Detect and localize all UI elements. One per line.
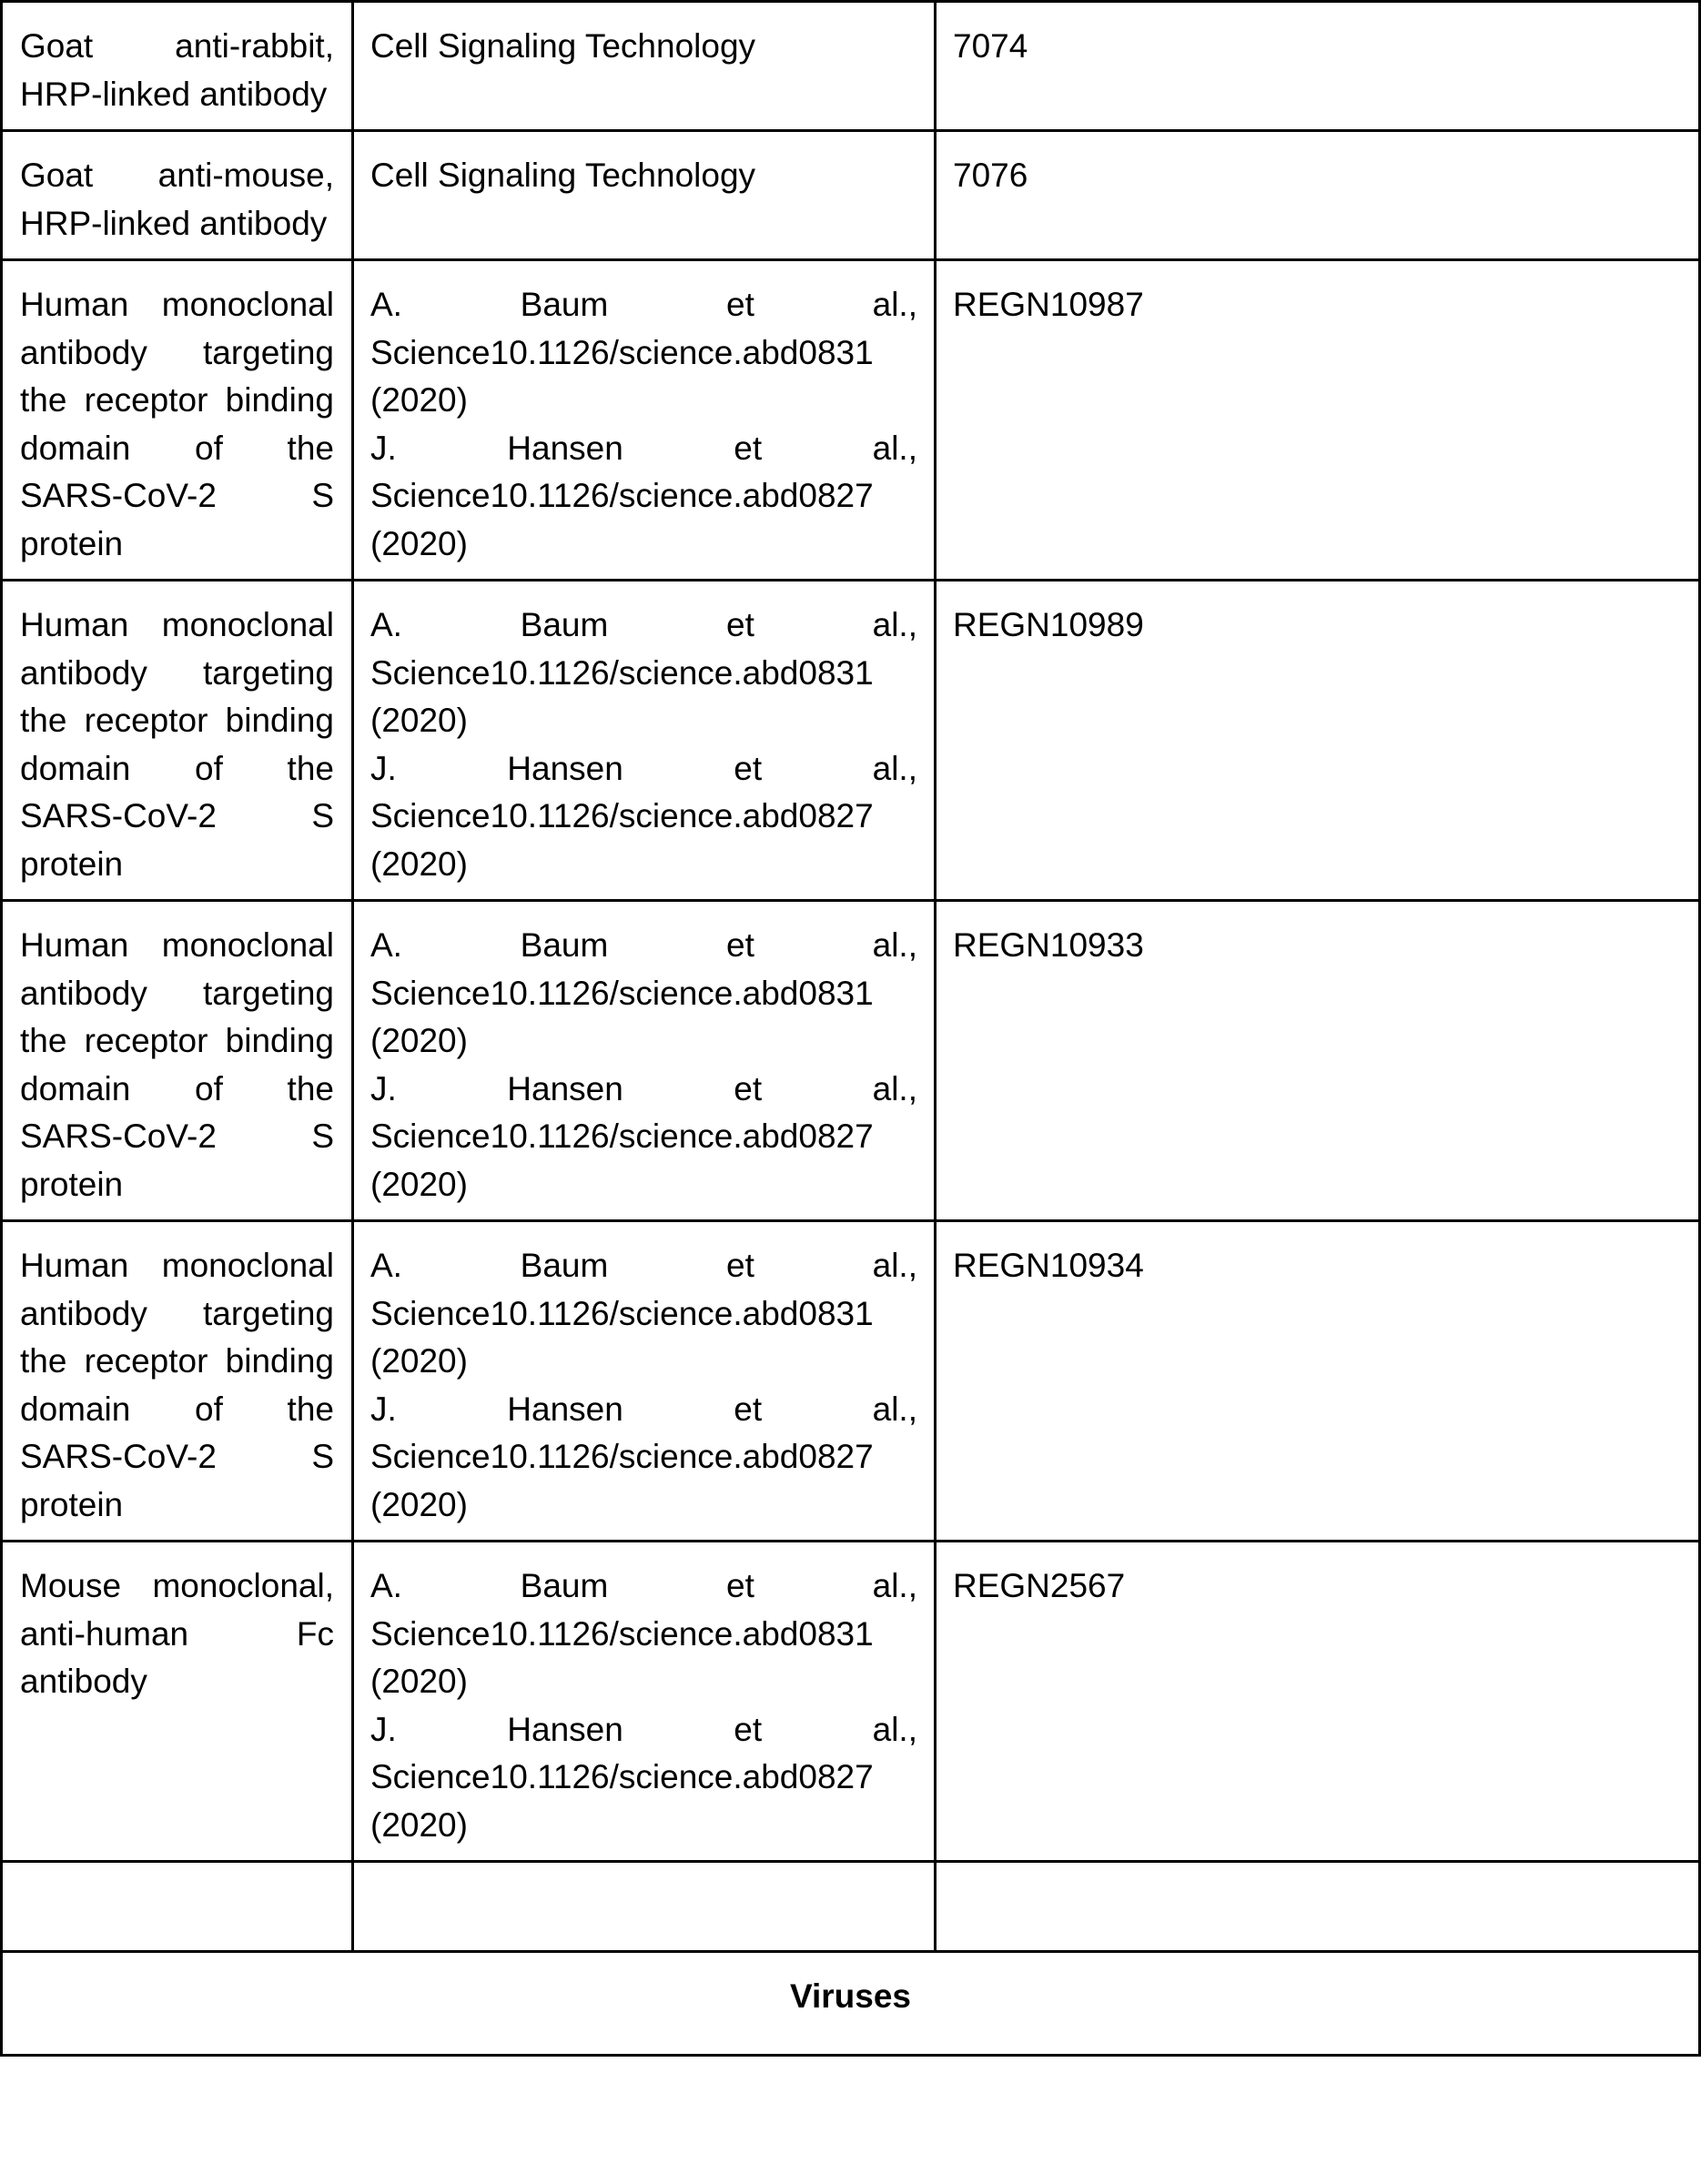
source-line: (2020) bbox=[370, 1485, 468, 1523]
source-line: (2020) bbox=[370, 1165, 468, 1203]
source-line: (2020) bbox=[370, 1342, 468, 1380]
source-line: (2020) bbox=[370, 702, 468, 739]
source-line: Science10.1126/science.abd0831 bbox=[370, 974, 874, 1012]
source-line: Science10.1126/science.abd0831 bbox=[370, 1294, 874, 1332]
identifier-cell: 7076 bbox=[936, 131, 1700, 260]
source-line: J. Hansen et al., bbox=[370, 1390, 917, 1428]
empty-cell bbox=[936, 1862, 1700, 1952]
reagent-name-cell: Mouse monoclonal, anti-human Fc antibody bbox=[2, 1542, 353, 1862]
empty-cell bbox=[353, 1862, 936, 1952]
source-line: Science10.1126/science.abd0827 bbox=[370, 1117, 874, 1155]
source-line: (2020) bbox=[370, 844, 468, 883]
source-cell bbox=[353, 2, 936, 131]
source-cell bbox=[353, 901, 936, 1221]
identifier-cell: REGN10933 bbox=[936, 901, 1700, 1221]
source-line: Science10.1126/science.abd0827 bbox=[370, 477, 874, 514]
source-line: Cell Signaling Technology bbox=[370, 157, 756, 194]
source-line: A. Baum et al., bbox=[370, 1247, 917, 1284]
table-row bbox=[2, 2, 1700, 131]
reagent-name-cell: Human monoclonal antibody targeting the receptor binding domain of the SARS-CoV-2 S protein bbox=[2, 260, 353, 581]
identifier-cell: REGN2567 bbox=[936, 1542, 1700, 1862]
source-cell bbox=[353, 131, 936, 260]
source-line: Science10.1126/science.abd0831 bbox=[370, 653, 874, 692]
source-line: J. Hansen et al., bbox=[370, 1069, 917, 1107]
identifier-cell: REGN10934 bbox=[936, 1221, 1700, 1542]
source-cell bbox=[353, 1542, 936, 1862]
source-line: J. Hansen et al., bbox=[370, 429, 917, 467]
source-line: (2020) bbox=[370, 1805, 468, 1844]
identifier-cell: 7074 bbox=[936, 2, 1700, 131]
reagent-name-cell: Goat anti-rabbit, HRP-linked antibody bbox=[2, 2, 353, 131]
table-row bbox=[2, 1542, 1700, 1862]
reagent-name-cell: Goat anti-mouse, HRP-linked antibody bbox=[2, 131, 353, 260]
source-line: (2020) bbox=[370, 1022, 468, 1059]
identifier-cell: REGN10987 bbox=[936, 260, 1700, 581]
source-line: Science10.1126/science.abd0827 bbox=[370, 1758, 874, 1795]
source-line: Science10.1126/science.abd0827 bbox=[370, 797, 874, 834]
empty-row bbox=[2, 1862, 1700, 1952]
source-line: (2020) bbox=[370, 524, 468, 562]
section-heading-row bbox=[2, 1952, 1700, 2056]
identifier-cell: REGN10989 bbox=[936, 581, 1700, 901]
empty-cell bbox=[2, 1862, 353, 1952]
source-line: J. Hansen et al., bbox=[370, 1710, 917, 1748]
source-line: A. Baum et al., bbox=[370, 606, 917, 643]
source-line: A. Baum et al., bbox=[370, 286, 917, 323]
table-row bbox=[2, 260, 1700, 581]
source-line: (2020) bbox=[370, 381, 468, 419]
source-line: A. Baum et al., bbox=[370, 1567, 917, 1604]
reagent-name-cell: Human monoclonal antibody targeting the receptor binding domain of the SARS-CoV-2 S protein bbox=[2, 901, 353, 1221]
table-row bbox=[2, 1221, 1700, 1542]
reagent-name-cell: Human monoclonal antibody targeting the receptor binding domain of the SARS-CoV-2 S protein bbox=[2, 1221, 353, 1542]
reagent-name-cell: Human monoclonal antibody targeting the receptor binding domain of the SARS-CoV-2 S protein bbox=[2, 581, 353, 901]
source-cell bbox=[353, 1221, 936, 1542]
source-line: Science10.1126/science.abd0827 bbox=[370, 1438, 874, 1475]
section-heading: Viruses bbox=[2, 1952, 1700, 2056]
table-row bbox=[2, 901, 1700, 1221]
source-line: J. Hansen et al., bbox=[370, 749, 917, 787]
source-line: Science10.1126/science.abd0831 bbox=[370, 333, 874, 371]
table-row bbox=[2, 581, 1700, 901]
table-row bbox=[2, 131, 1700, 260]
source-line: (2020) bbox=[370, 1663, 468, 1700]
source-line: A. Baum et al., bbox=[370, 926, 917, 964]
source-line: Science10.1126/science.abd0831 bbox=[370, 1614, 874, 1653]
source-line: Cell Signaling Technology bbox=[370, 27, 756, 65]
source-cell bbox=[353, 581, 936, 901]
source-cell bbox=[353, 260, 936, 581]
table-body bbox=[2, 2, 1700, 2056]
